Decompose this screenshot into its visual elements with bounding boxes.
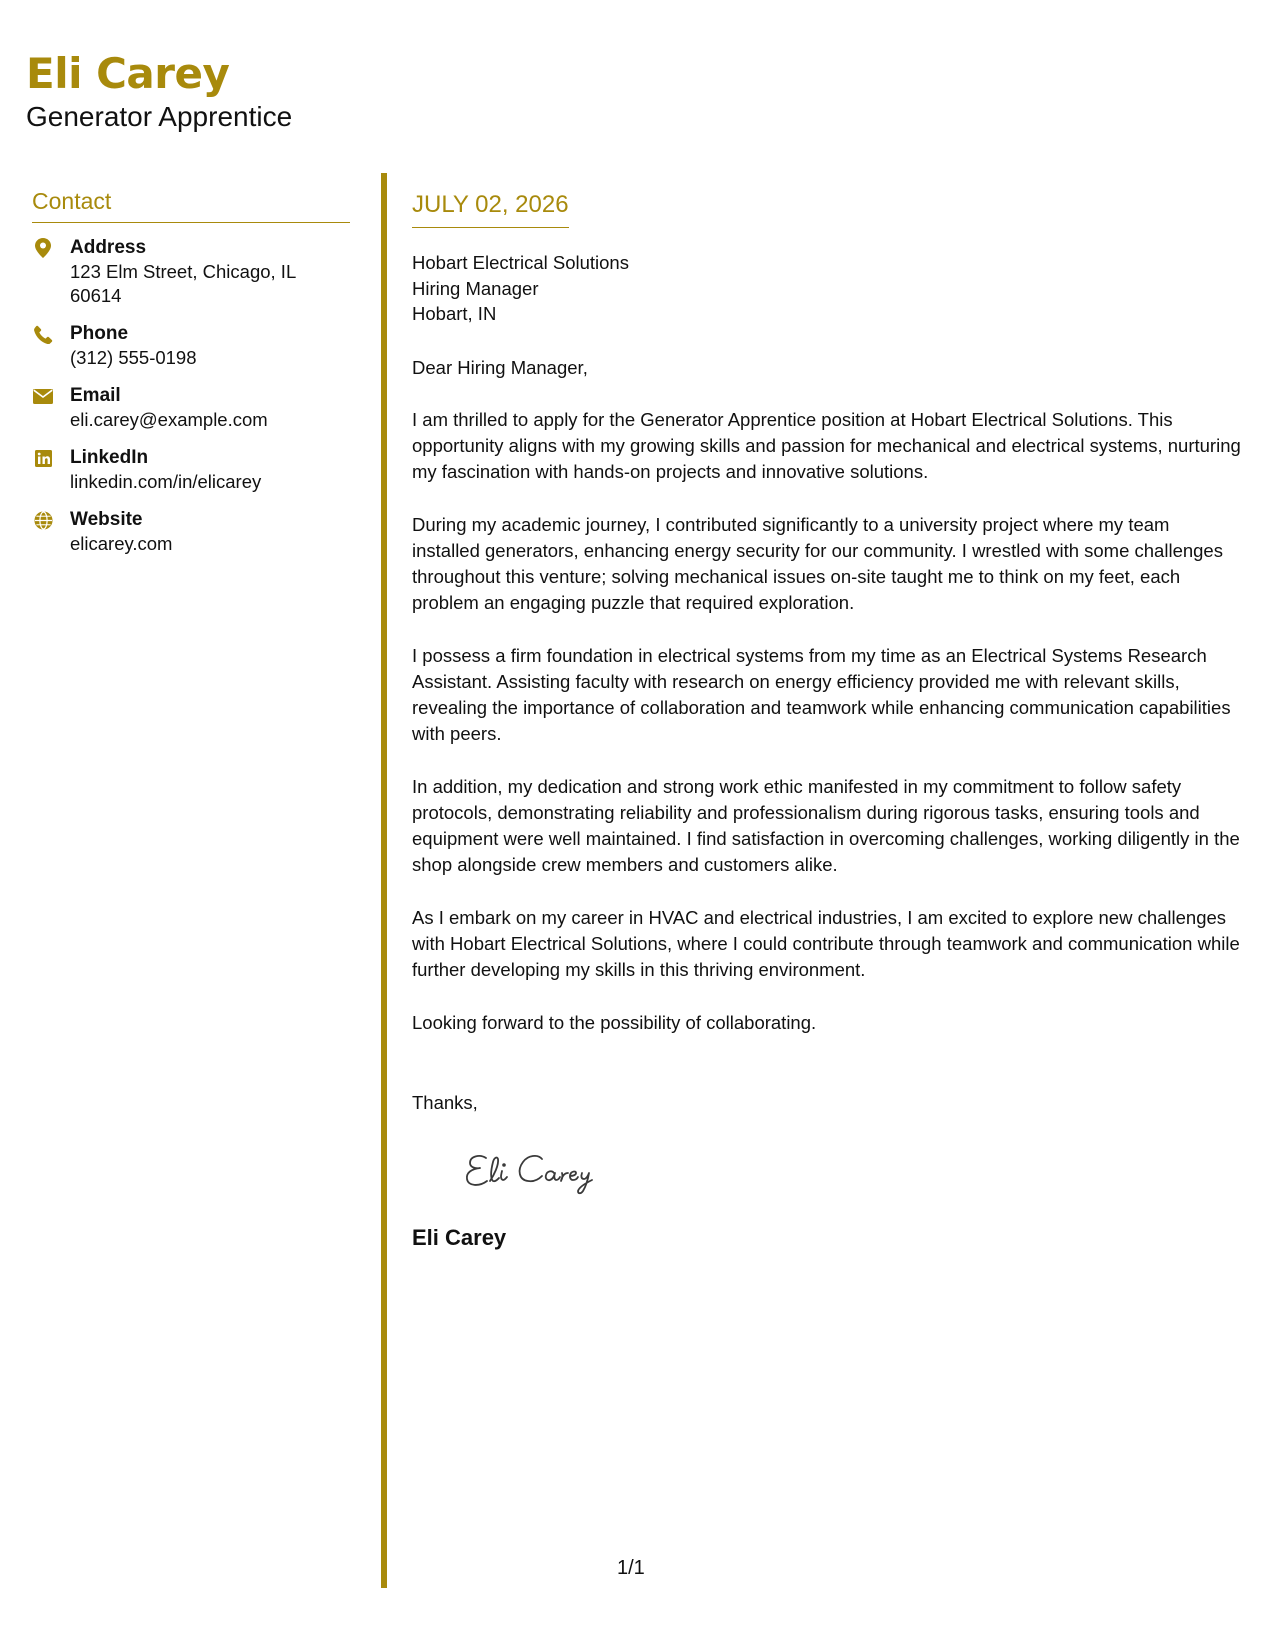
contact-sidebar [32, 186, 350, 569]
page-number: 1/1 [617, 1557, 645, 1579]
recipient-role: Hiring Manager [412, 277, 539, 299]
contact-label: LinkedIn [70, 447, 149, 468]
contact-label: Email [70, 385, 121, 406]
globe-icon [32, 509, 54, 531]
contact-item-email [32, 383, 350, 432]
contact-section-title: Contact [32, 186, 350, 223]
contact-item-website [32, 507, 350, 556]
body-paragraph: In addition, my dedication and strong work ethic manifested in my commitment to follow safety protocols, demonstrating reliability and professionalism during rigorous tasks, ensuring tools and equipment were well maintained. I find satisfaction in overcoming challenges, working diligently in the shop alongside crew members and customers alike. [412, 776, 1240, 875]
body-paragraph: During my academic journey, I contributed significantly to a university project where my team installed generators, enhancing energy security for our community. I wrestled with some challenges throughout this venture; solving mechanical issues on-site taught me to think on my feet, each problem an engaging puzzle that required exploration. [412, 514, 1223, 613]
signer-name: Eli Carey [412, 1224, 507, 1250]
body-paragraph: I am thrilled to apply for the Generator Apprentice position at Hobart Electrical Solutions. This opportunity aligns with my growing skills and passion for mechanical and electrical systems, nurturing my fascination with hands-on projects and innovative solutions. [412, 409, 1241, 482]
contact-item-linkedin [32, 445, 350, 494]
email-value[interactable]: eli.carey@example.com [70, 409, 268, 430]
body-paragraph: As I embark on my career in HVAC and electrical industries, I am excited to explore new challenges with Hobart Electrical Solutions, where I could contribute through teamwork and communication while further developing my skills in this thriving environment. [412, 907, 1240, 980]
website-value[interactable]: elicarey.com [70, 533, 173, 554]
contact-list [32, 235, 350, 556]
letter-date: JULY 02, 2026 [412, 190, 569, 228]
body-paragraph: I possess a firm foundation in electrical systems from my time as an Electrical Systems Research Assistant. Assisting faculty with research on energy efficiency provided me with relevant skills, revealing the importance of collaboration and teamwork while enhancing communication capabilities with peers. [412, 645, 1231, 744]
map-pin-icon [32, 237, 54, 259]
letter-header [26, 48, 292, 134]
handwritten-signature [464, 1144, 1242, 1200]
recipient-block [412, 250, 1242, 327]
recipient-location: Hobart, IN [412, 303, 497, 324]
contact-label: Website [70, 509, 143, 530]
contact-label: Address [70, 237, 147, 258]
letter-body [412, 190, 1242, 1252]
body-paragraph: Looking forward to the possibility of collaborating. [412, 1012, 817, 1033]
phone-value[interactable]: (312) 555-0198 [70, 347, 197, 368]
linkedin-icon [32, 447, 54, 469]
applicant-name: Eli Carey [26, 49, 230, 98]
contact-item-address [32, 235, 350, 308]
applicant-title: Generator Apprentice [26, 101, 293, 132]
vertical-divider [381, 173, 387, 1588]
closing: Thanks, [412, 1092, 478, 1113]
address-value: 123 Elm Street, Chicago, IL 60614 [70, 261, 296, 306]
envelope-icon [32, 385, 54, 407]
contact-item-phone [32, 321, 350, 370]
phone-icon [32, 323, 54, 345]
salutation: Dear Hiring Manager, [412, 356, 588, 378]
recipient-company: Hobart Electrical Solutions [412, 252, 629, 273]
linkedin-value[interactable]: linkedin.com/in/elicarey [70, 471, 262, 492]
contact-label: Phone [70, 323, 129, 344]
